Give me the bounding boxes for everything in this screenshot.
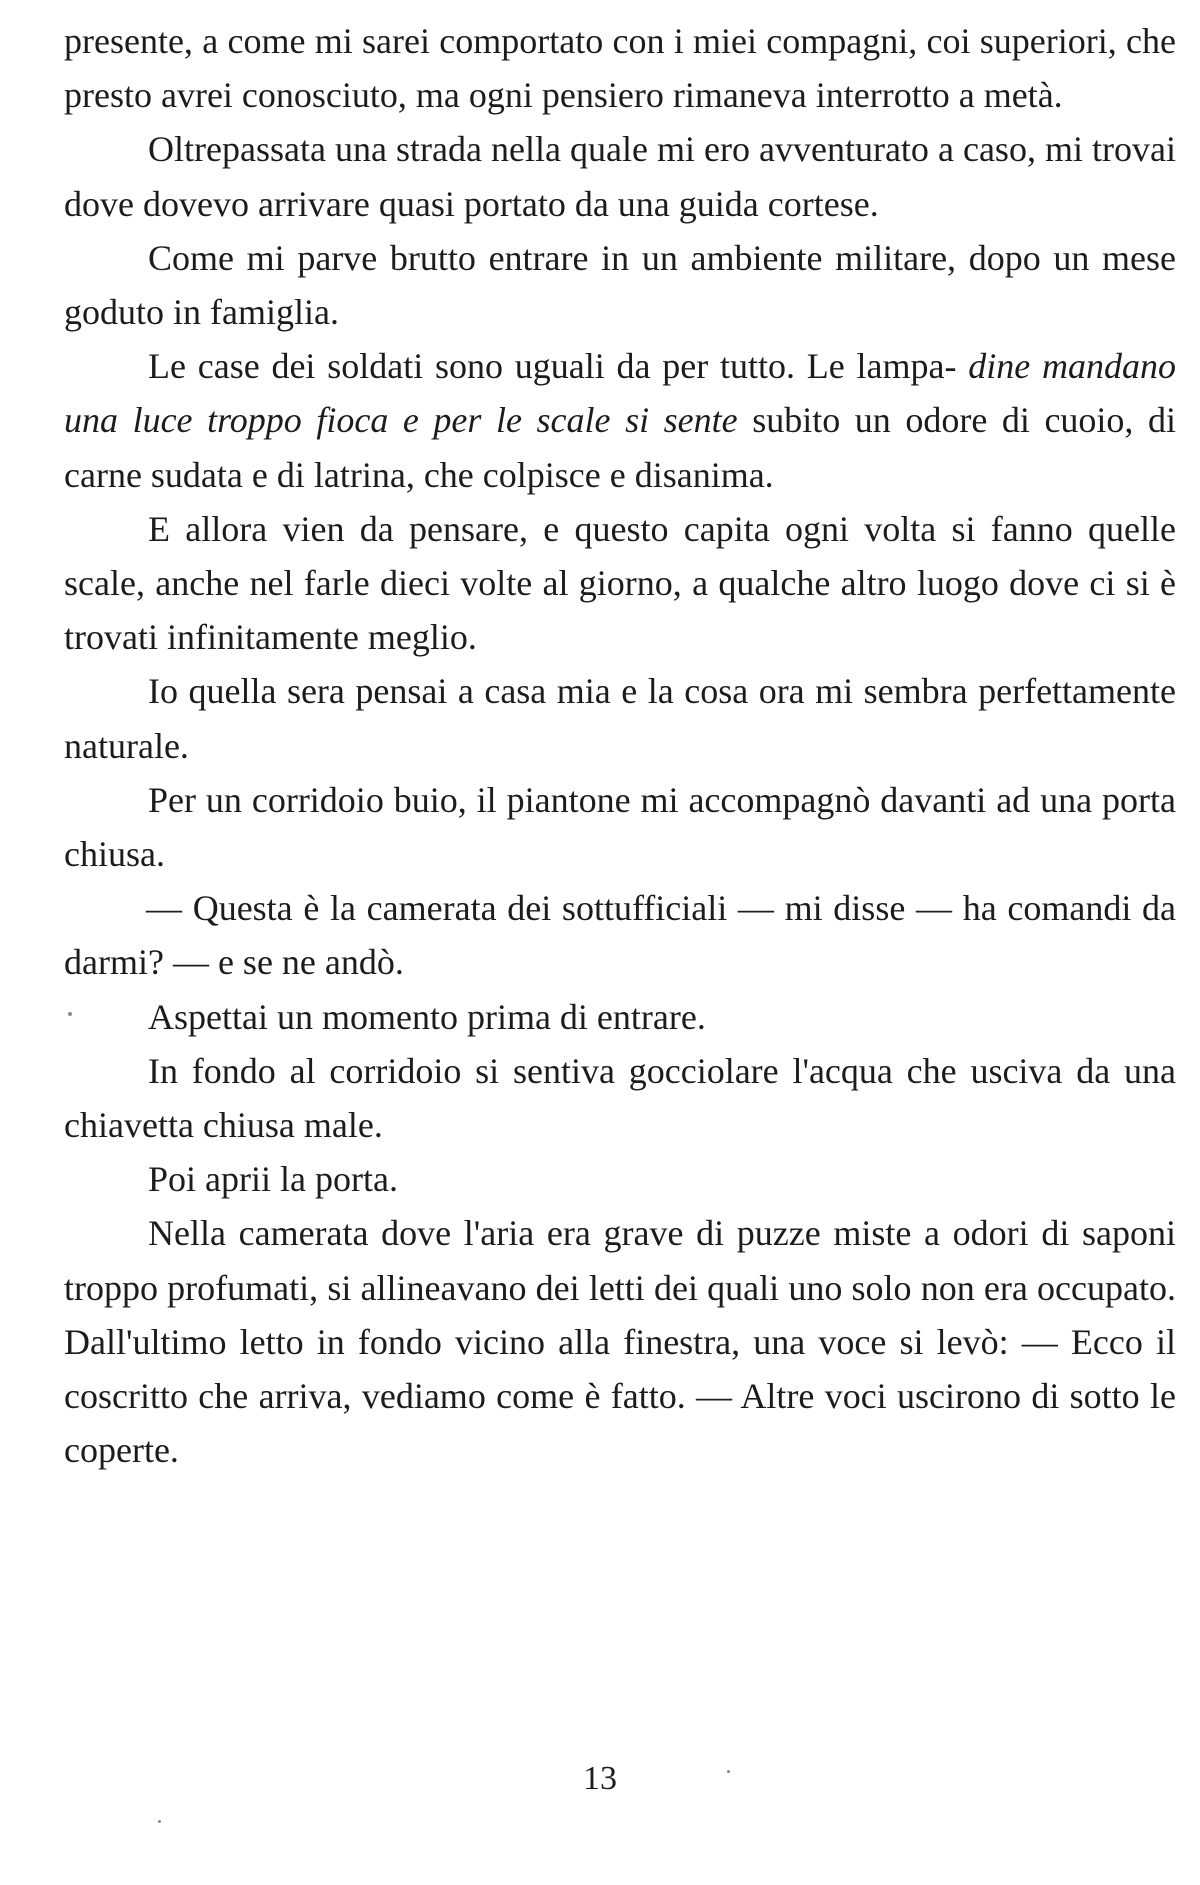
page-number: 13 (583, 1760, 617, 1797)
paragraph-12: Nella camerata dove l'aria era grave di puzze miste a odori di saponi troppo profumati, si allineavano dei letti dei quali uno solo non era occupato. Dall'ultimo letto in fondo vicino alla finestra, una voce si levò: — Ecco il coscritto che arriva, vediamo come è fatto. — Altre voci uscirono di sotto le coperte. (64, 1213, 1176, 1471)
paragraph-10: In fondo al corridoio si sentiva gocciolare l'acqua che usciva da una chiavetta chiusa male. (64, 1050, 1176, 1146)
paragraph-11: Poi aprii la porta. (148, 1159, 398, 1200)
ink-speck (68, 1012, 72, 1016)
paragraph-4 (64, 339, 1176, 502)
paragraph-5: E allora vien da pensare, e questo capita ogni volta si fanno quelle scale, anche nel farle dieci volte al giorno, a qualche altro luogo dove ci si è trovati infinitamente meglio. (64, 508, 1176, 658)
paragraph-4-line-3: subito un odore di cuoio, di carne sudata e di latrina, che colpisce e disanima. (64, 400, 1177, 495)
paragraph-4-line-1: Le case dei soldati sono uguali da per tutto. Le lampa- (148, 346, 957, 387)
ink-speck (158, 1820, 161, 1823)
paragraph-9: Aspettai un momento prima di entrare. (148, 996, 706, 1037)
page-text (64, 14, 1176, 1477)
paragraph-6: Io quella sera pensai a casa mia e la cosa ora mi sembra perfettamente naturale. (64, 671, 1176, 766)
paragraph-7: Per un corridoio buio, il piantone mi accompagnò davanti ad una porta chiusa. (64, 779, 1176, 875)
paragraph-3: Come mi parve brutto entrare in un ambiente militare, dopo un mese goduto in famiglia. (64, 237, 1176, 333)
paragraph-1: presente, a come mi sarei comportato con i miei compagni, coi superiori, che presto avrei conosciuto, ma ogni pensiero rimaneva interrotto a metà. (64, 21, 1176, 116)
paragraph-2: Oltrepassata una strada nella quale mi ero avventurato a caso, mi trovai dove dovevo arrivare quasi portato da una guida cortese. (64, 129, 1176, 224)
paragraph-8-dialogue: — Questa è la camerata dei sottufficiali — mi disse — ha comandi da darmi? — e se ne andò. (64, 888, 1176, 983)
paragraph-4-italic-line: dine mandano una luce troppo fioca e per le scale si sente (64, 346, 1177, 441)
ink-speck (727, 1770, 730, 1773)
